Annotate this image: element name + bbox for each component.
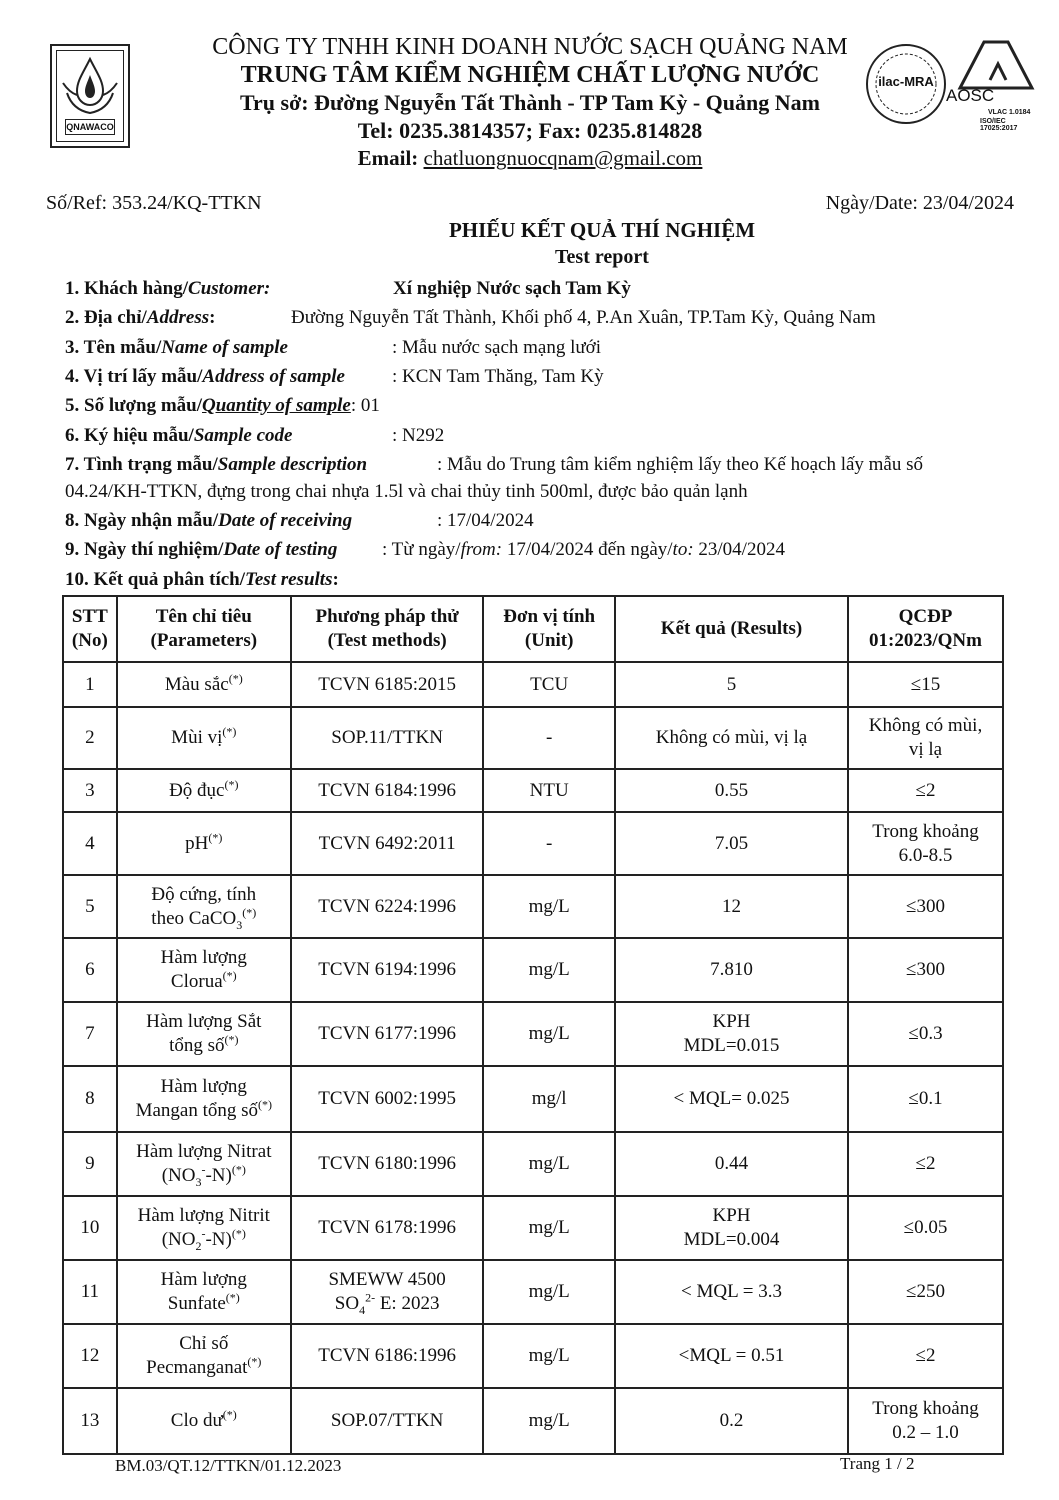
sample-code-row [65, 425, 293, 447]
aosc-iso: ISO/IEC 17025:2017 [980, 118, 1018, 132]
testing-date-row [65, 539, 337, 561]
cell-no: 12 [63, 1324, 117, 1388]
cell-parameter: Hàm lượng Sunfate(*) [117, 1260, 291, 1324]
cell-parameter: Độ đục(*) [117, 769, 291, 812]
cell-limit: ≤300 [848, 938, 1003, 1002]
results-label: 10. Kết quả phân tích/ [65, 569, 246, 590]
sample-name-label-en: Name of sample [161, 337, 288, 358]
receiving-date-label-en: Date of receiving [218, 510, 353, 531]
cell-unit: mg/L [483, 1132, 615, 1196]
table-row [63, 769, 1003, 812]
cell-result: KPH MDL=0.015 [615, 1002, 848, 1066]
testing-from-prefix: : Từ ngày/ [382, 539, 461, 560]
header-no: STT (No) [63, 596, 117, 662]
sample-quantity-row [65, 395, 380, 417]
table-row [63, 938, 1003, 1002]
sample-condition-row [65, 454, 367, 476]
cell-parameter: Clo dư(*) [117, 1388, 291, 1454]
company-name: CÔNG TY TNHH KINH DOANH NƯỚC SẠCH QUẢNG NAM [212, 34, 848, 60]
logo-brand-text: QNAWACO [65, 119, 115, 135]
cell-no: 5 [63, 875, 117, 938]
testing-to-value: 23/04/2024 [693, 539, 785, 560]
results-colon: : [332, 569, 339, 590]
cell-parameter: Hàm lượng Mangan tổng số(*) [117, 1066, 291, 1132]
header-method: Phương pháp thử (Test methods) [291, 596, 483, 662]
sample-code-label: 6. Ký hiệu mẫu/ [65, 425, 194, 446]
testing-from-value: 17/04/2024 đến ngày/ [502, 539, 673, 560]
cell-unit: mg/L [483, 1002, 615, 1066]
water-drop-logo-icon [57, 53, 123, 123]
customer-label: 1. Khách hàng/ [65, 278, 189, 299]
report-date: Ngày/Date: 23/04/2024 [825, 192, 1014, 214]
page-number: Trang 1 / 2 [840, 1454, 915, 1473]
logo-frame [56, 50, 124, 142]
ilac-mra-logo [866, 44, 946, 124]
cell-limit: Trong khoảng 6.0-8.5 [848, 812, 1003, 875]
reference-number: Số/Ref: 353.24/KQ-TTKN [46, 192, 262, 214]
aosc-text: AOSC [946, 86, 995, 105]
customer-label-en: Customer: [188, 278, 271, 299]
sample-location-value: : KCN Tam Thăng, Tam Kỳ [392, 366, 604, 387]
header-unit: Đơn vị tính (Unit) [483, 596, 615, 662]
cell-result: 0.2 [615, 1388, 848, 1454]
cell-limit: Trong khoảng 0.2 – 1.0 [848, 1388, 1003, 1454]
cell-parameter: pH(*) [117, 812, 291, 875]
testing-to-en: to: [672, 539, 694, 560]
testing-date-label-en: Date of testing [223, 539, 338, 560]
receiving-date-row [65, 510, 352, 532]
cell-method: SMEWW 4500 $SO_4^{2-}$ E: 2023 [291, 1260, 483, 1324]
cell-unit: - [483, 812, 615, 875]
testing-from-en: from: [460, 539, 503, 560]
cell-limit: ≤2 [848, 1324, 1003, 1388]
sample-location-label: 4. Vị trí lấy mẫu/ [65, 366, 203, 387]
table-row [63, 1066, 1003, 1132]
receiving-date-label: 8. Ngày nhận mẫu/ [65, 510, 219, 531]
table-row [63, 662, 1003, 707]
cell-parameter: Hàm lượng Nitrat $(NO_3^--N)^{(*)}$ [117, 1132, 291, 1196]
cell-method: TCVN 6194:1996 [291, 938, 483, 1002]
table-row [63, 1388, 1003, 1454]
sample-code-label-en: Sample code [193, 425, 293, 446]
cell-method: TCVN 6185:2015 [291, 662, 483, 707]
cell-method: TCVN 6178:1996 [291, 1196, 483, 1260]
cell-unit: mg/L [483, 875, 615, 938]
customer-row [65, 278, 270, 300]
sample-quantity-label: 5. Số lượng mẫu/ [65, 395, 203, 416]
table-row [63, 1260, 1003, 1324]
company-logo [50, 44, 130, 148]
results-label-en: Test results [245, 569, 333, 590]
cell-no: 7 [63, 1002, 117, 1066]
cell-no: 9 [63, 1132, 117, 1196]
cell-limit: ≤0.3 [848, 1002, 1003, 1066]
cell-parameter: Hàm lượng Sắt tổng số(*) [117, 1002, 291, 1066]
cell-result: 7.05 [615, 812, 848, 875]
header-parameter: Tên chỉ tiêu (Parameters) [117, 596, 291, 662]
cell-limit: ≤0.05 [848, 1196, 1003, 1260]
sample-condition-label: 7. Tình trạng mẫu/ [65, 454, 218, 475]
cell-parameter: Mùi vị(*) [117, 707, 291, 769]
cell-method: SOP.07/TTKN [291, 1388, 483, 1454]
cell-no: 6 [63, 938, 117, 1002]
center-address: Trụ sở: Đường Nguyễn Tất Thành - TP Tam Kỳ - Quảng Nam [240, 90, 820, 115]
cell-result: <MQL = 0.51 [615, 1324, 848, 1388]
cell-unit: NTU [483, 769, 615, 812]
cell-no: 3 [63, 769, 117, 812]
cell-method: TCVN 6184:1996 [291, 769, 483, 812]
cell-unit: mg/L [483, 1260, 615, 1324]
address-row: 2. Địa chỉ/Address: [65, 307, 216, 328]
cell-method: TCVN 6177:1996 [291, 1002, 483, 1066]
receiving-date-value: : 17/04/2024 [437, 510, 534, 531]
cell-no: 10 [63, 1196, 117, 1260]
table-row [63, 1002, 1003, 1066]
cell-result: 5 [615, 662, 848, 707]
cell-method: TCVN 6224:1996 [291, 875, 483, 938]
cell-no: 8 [63, 1066, 117, 1132]
address-label: 2. Địa chỉ/ [65, 307, 147, 328]
ilac-text: ilac-MRA [878, 74, 934, 89]
sample-name-value: : Mẫu nước sạch mạng lưới [392, 337, 602, 358]
aosc-vlac: VLAC 1.0184 [988, 109, 1031, 116]
sample-name-label: 3. Tên mẫu/ [65, 337, 162, 358]
cell-no: 4 [63, 812, 117, 875]
center-phone: Tel: 0235.3814357; Fax: 0235.814828 [357, 118, 703, 143]
table-row [63, 875, 1003, 938]
cell-unit: mg/L [483, 1388, 615, 1454]
cell-limit: ≤250 [848, 1260, 1003, 1324]
cell-no: 13 [63, 1388, 117, 1454]
results-table [62, 595, 1004, 1455]
cell-result: KPH MDL=0.004 [615, 1196, 848, 1260]
cell-result: 7.810 [615, 938, 848, 1002]
center-email-line [130, 146, 930, 171]
sample-condition-label-en: Sample description [217, 454, 368, 475]
testing-date-value [382, 539, 785, 561]
aosc-logo [946, 40, 1042, 130]
cell-parameter: Màu sắc(*) [117, 662, 291, 707]
sample-quantity-value: : 01 [350, 395, 380, 416]
cell-unit: TCU [483, 662, 615, 707]
table-row [63, 1132, 1003, 1196]
cell-result: < MQL= 0.025 [615, 1066, 848, 1132]
table-row [63, 812, 1003, 875]
report-title: PHIẾU KẾT QUẢ THÍ NGHIỆM [448, 218, 756, 242]
cell-no: 1 [63, 662, 117, 707]
cell-result: 0.44 [615, 1132, 848, 1196]
table-row [63, 1196, 1003, 1260]
cell-limit: Không có mùi, vị lạ [848, 707, 1003, 769]
cell-unit: mg/L [483, 938, 615, 1002]
report-subtitle: Test report [555, 246, 649, 268]
cell-result: 0.55 [615, 769, 848, 812]
email-label: Email: [357, 146, 419, 170]
sample-location-label-en: Address of sample [202, 366, 345, 387]
cell-method: TCVN 6180:1996 [291, 1132, 483, 1196]
cell-method: TCVN 6186:1996 [291, 1324, 483, 1388]
cell-unit: mg/L [483, 1324, 615, 1388]
results-heading [65, 569, 339, 591]
cell-parameter: Hàm lượng Clorua(*) [117, 938, 291, 1002]
sample-condition-value-1: : Mẫu do Trung tâm kiểm nghiệm lấy theo Kế hoạch lấy mẫu số [437, 454, 924, 475]
table-row [63, 707, 1003, 769]
cell-limit: ≤2 [848, 769, 1003, 812]
sample-name-row [65, 337, 288, 359]
cell-no: 11 [63, 1260, 117, 1324]
email-link[interactable]: chatluongnuocqnam@gmail.com [423, 146, 703, 170]
cell-unit: mg/L [483, 1196, 615, 1260]
sample-condition-value-2: 04.24/KH-TTKN, đựng trong chai nhựa 1.5l và chai thủy tinh 500ml, được bảo quản lạnh [65, 481, 748, 502]
aosc-triangle-icon [946, 40, 1042, 90]
cell-method: TCVN 6002:1995 [291, 1066, 483, 1132]
table-row [63, 1324, 1003, 1388]
cell-limit: ≤300 [848, 875, 1003, 938]
cell-unit: - [483, 707, 615, 769]
header-limit: QCĐP 01:2023/QNm [848, 596, 1003, 662]
sample-code-value: : N292 [392, 425, 445, 446]
cell-parameter: Chỉ số Pecmanganat(*) [117, 1324, 291, 1388]
customer-value: Xí nghiệp Nước sạch Tam Kỳ [393, 278, 631, 299]
cell-method: TCVN 6492:2011 [291, 812, 483, 875]
cell-method: SOP.11/TTKN [291, 707, 483, 769]
sample-quantity-label-en: Quantity of sample [202, 395, 351, 416]
cell-result: Không có mùi, vị lạ [615, 707, 848, 769]
cell-no: 2 [63, 707, 117, 769]
center-name: TRUNG TÂM KIỂM NGHIỆM CHẤT LƯỢNG NƯỚC [240, 62, 820, 88]
cell-limit: ≤15 [848, 662, 1003, 707]
testing-date-label: 9. Ngày thí nghiệm/ [65, 539, 224, 560]
cell-unit: mg/l [483, 1066, 615, 1132]
header-result: Kết quả (Results) [615, 596, 848, 662]
table-header-row [63, 596, 1003, 662]
address-value: Đường Nguyễn Tất Thành, Khối phố 4, P.An Xuân, TP.Tam Kỳ, Quảng Nam [291, 307, 876, 328]
cell-parameter: Hàm lượng Nitrit $(NO_2^--N)^{(*)}$ [117, 1196, 291, 1260]
sample-location-row [65, 366, 345, 388]
cell-limit: ≤2 [848, 1132, 1003, 1196]
cell-limit: ≤0.1 [848, 1066, 1003, 1132]
cell-parameter: Độ cứng, tính theo CaCO$_3$(*) [117, 875, 291, 938]
cell-result: 12 [615, 875, 848, 938]
form-code: BM.03/QT.12/TTKN/01.12.2023 [115, 1456, 342, 1475]
cell-result: < MQL = 3.3 [615, 1260, 848, 1324]
address-label-en: Address [146, 307, 210, 328]
